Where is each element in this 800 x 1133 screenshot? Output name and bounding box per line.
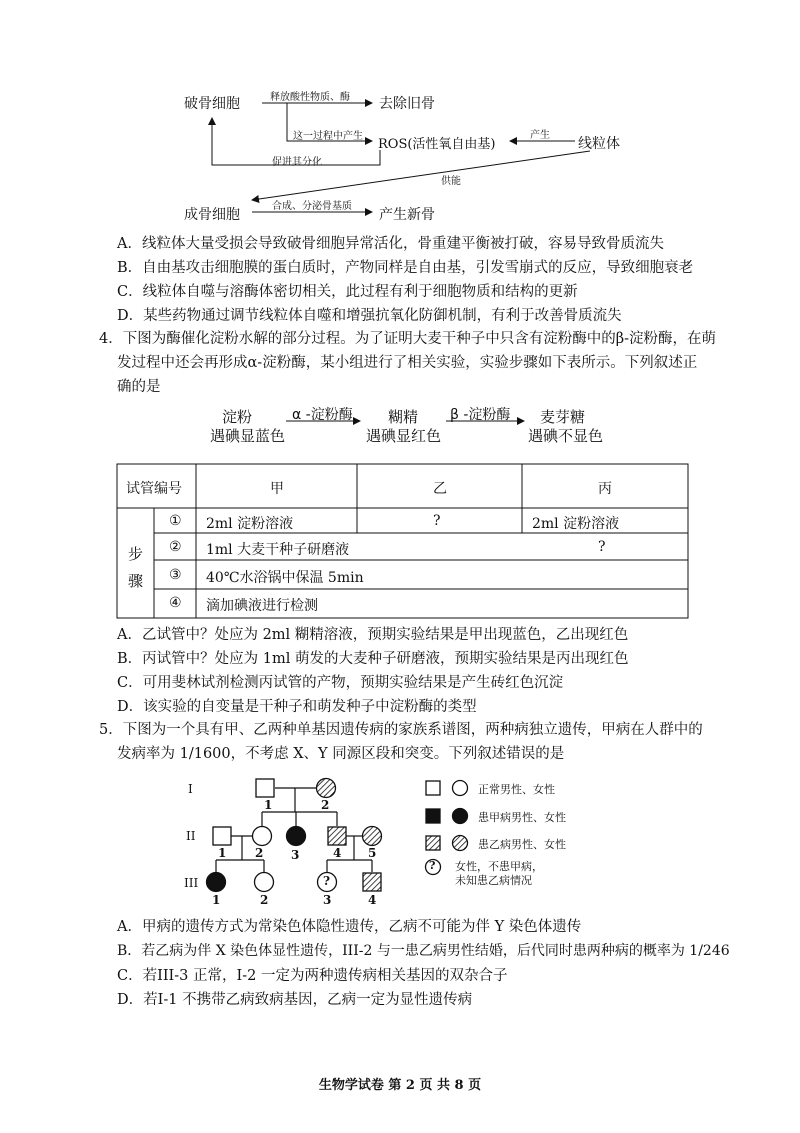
legend-unknown-label-2: 未知患乙病情况	[455, 874, 532, 887]
table-steps-label-1: 步	[128, 545, 144, 563]
pedigree-num-II1: 1	[218, 846, 227, 860]
legend-normal-female-icon	[453, 781, 468, 796]
label-synth: 合成、分泌骨基质	[272, 201, 352, 212]
legend-disease-a-male-icon	[426, 809, 440, 823]
q3-option-a: A．线粒体大量受损会导致破骨细胞异常活化，骨重建平衡被打破，容易导致骨质流失	[117, 236, 664, 252]
table-row-3-num: ③	[169, 567, 182, 583]
table-row-2-num: ②	[169, 539, 182, 555]
legend-disease-b-label: 患乙病男性、女性	[478, 838, 566, 851]
pedigree-II5-disease-b-female	[363, 827, 382, 846]
table-row-1-yi: ?	[433, 513, 441, 529]
label-ros: ROS(活性氧自由基)	[378, 137, 496, 152]
q3-option-b: B．自由基攻击细胞膜的蛋白质时，产物同样是自由基，引发雪崩式的反应，导致细胞衰老	[117, 260, 694, 276]
table-row-1-num: ①	[169, 513, 182, 529]
table-header-tube-id: 试管编号	[126, 481, 182, 497]
q5-option-c: C．若III-3 正常，Ⅰ-2 一定为两种遗传病相关基因的双杂合子	[117, 968, 508, 984]
legend-disease-a-label: 患甲病男性、女性	[478, 811, 566, 824]
pedigree-num-III1: 1	[212, 893, 221, 907]
flow-dextrin: 糊精	[388, 408, 419, 426]
pedigree-II2-normal-female	[253, 827, 272, 846]
pedigree-num-III2: 2	[260, 893, 269, 907]
flow-starch: 淀粉	[222, 408, 253, 426]
legend-normal-male-icon	[426, 781, 440, 795]
pedigree-num-I2: 2	[321, 798, 330, 812]
table-row-4-jia: 滴加碘液进行检测	[206, 598, 318, 614]
label-produce: 产生	[530, 130, 550, 141]
flow-beta-amylase: β -淀粉酶	[450, 407, 511, 423]
pedigree-gen-I: I	[188, 782, 193, 796]
pedigree-gen-III: III	[184, 876, 199, 890]
q4-stem-line-3: 确的是	[117, 379, 161, 395]
flow-maltose-color: 遇碘不显色	[528, 427, 604, 445]
table-header-jia: 甲	[270, 481, 284, 497]
q4-stem-line-1: 4．下图为酶催化淀粉水解的部分过程。为了证明大麦干种子中只含有淀粉酶中的β-淀粉酶，在萌	[99, 331, 717, 347]
legend-disease-b-female-icon	[453, 836, 468, 851]
label-supply: 供能	[441, 176, 461, 187]
q3-option-c: C．线粒体自噬与溶酶体密切相关，此过程有利于细胞物质和结构的更新	[117, 284, 578, 300]
label-promote-diff: 促进其分化	[272, 157, 322, 168]
pedigree-num-II4: 4	[333, 846, 342, 860]
legend-question-mark: ?	[429, 859, 436, 872]
label-osteoclast: 破骨细胞	[184, 96, 240, 112]
flow-dextrin-color: 遇碘显红色	[366, 427, 442, 445]
pedigree-I1-normal-male	[256, 779, 274, 797]
pedigree-III2-normal-female	[255, 873, 274, 892]
q4-option-d: D．该实验的自变量是干种子和萌发种子中淀粉酶的类型	[117, 699, 477, 715]
table-steps-label-2: 骤	[128, 572, 144, 590]
q4-option-a: A．乙试管中？处应为 2ml 糊精溶液，预期实验结果是甲出现蓝色，乙出现红色	[117, 627, 629, 643]
q4-option-b: B．丙试管中？处应为 1ml 萌发的大麦种子研磨液，预期实验结果是丙出现红色	[117, 651, 629, 667]
pedigree-III3-question-mark: ?	[323, 874, 331, 888]
pedigree-II1-normal-male	[213, 827, 231, 845]
legend-disease-b-male-icon	[426, 836, 440, 850]
table-row-1-bing: 2ml 淀粉溶液	[532, 516, 620, 532]
table-row-1-jia: 2ml 淀粉溶液	[206, 516, 294, 532]
pedigree-II3-disease-a-female	[287, 827, 306, 846]
table-header-yi: 乙	[433, 481, 447, 497]
label-remove-old-bone: 去除旧骨	[379, 96, 435, 112]
table-row-2-jia: 1ml 大麦干种子研磨液	[206, 542, 350, 558]
label-produced: 这一过程中产生	[293, 131, 363, 142]
q5-option-d: D．若Ⅰ-1 不携带乙病致病基因，乙病一定为显性遗传病	[117, 992, 473, 1008]
page-footer: 生物学试卷 第 2 页 共 8 页	[318, 1078, 482, 1093]
flow-alpha-amylase: α -淀粉酶	[292, 407, 353, 423]
flow-starch-color: 遇碘显蓝色	[210, 427, 286, 445]
flow-maltose: 麦芽糖	[540, 408, 586, 426]
pedigree-num-III3: 3	[323, 893, 332, 907]
table-row-4-num: ④	[169, 595, 182, 611]
legend-unknown-label-1: 女性，不患甲病，	[455, 860, 543, 873]
q4-stem-line-2: 发过程中还会再形成α-淀粉酶，某小组进行了相关实验，实验步骤如下表所示。下列叙述正	[117, 355, 698, 371]
q5-option-b: B．若乙病为伴 X 染色体显性遗传，III-2 与一患乙病男性结婚，后代同时患两种病的概率为 1/246	[117, 943, 730, 959]
pedigree-num-III4: 4	[368, 893, 377, 907]
pedigree-num-II2: 2	[255, 846, 264, 860]
label-osteoblast: 成骨细胞	[184, 207, 240, 223]
pedigree-num-II3: 3	[291, 848, 300, 862]
table-header-bing: 丙	[598, 481, 612, 497]
label-new-bone: 产生新骨	[379, 207, 435, 223]
label-mitochondria: 线粒体	[578, 136, 620, 152]
pedigree-num-II5: 5	[368, 846, 377, 860]
pedigree-III1-disease-a-female	[207, 873, 226, 892]
q5-stem-line-1: 5．下图为一个具有甲、乙两种单基因遗传病的家族系谱图，两种病独立遗传，甲病在人群中的	[99, 722, 703, 738]
table-row-2-bing: ?	[598, 539, 606, 555]
q5-stem-line-2: 发病率为 1/1600，不考虑 X、Y 同源区段和突变。下列叙述错误的是	[117, 746, 565, 762]
pedigree-gen-II: II	[186, 829, 196, 843]
pedigree-I2-disease-b-female	[317, 779, 336, 798]
pedigree-II4-disease-b-male	[328, 827, 346, 845]
q5-option-a: A．甲病的遗传方式为常染色体隐性遗传，乙病不可能为伴 Y 染色体遗传	[117, 919, 582, 935]
table-row-3-jia: 40℃水浴锅中保温 5min	[206, 570, 364, 586]
legend-disease-a-female-icon	[453, 809, 468, 824]
pedigree-num-I1: 1	[264, 798, 273, 812]
q4-option-c: C．可用斐林试剂检测丙试管的产物，预期实验结果是产生砖红色沉淀	[117, 675, 564, 691]
legend-normal-label: 正常男性、女性	[478, 783, 555, 796]
q3-option-d: D．某些药物通过调节线粒体自噬和增强抗氧化防御机制，有利于改善骨质流失	[117, 308, 622, 324]
label-release: 释放酸性物质、酶	[270, 92, 350, 103]
pedigree-III4-disease-b-male	[363, 873, 381, 891]
